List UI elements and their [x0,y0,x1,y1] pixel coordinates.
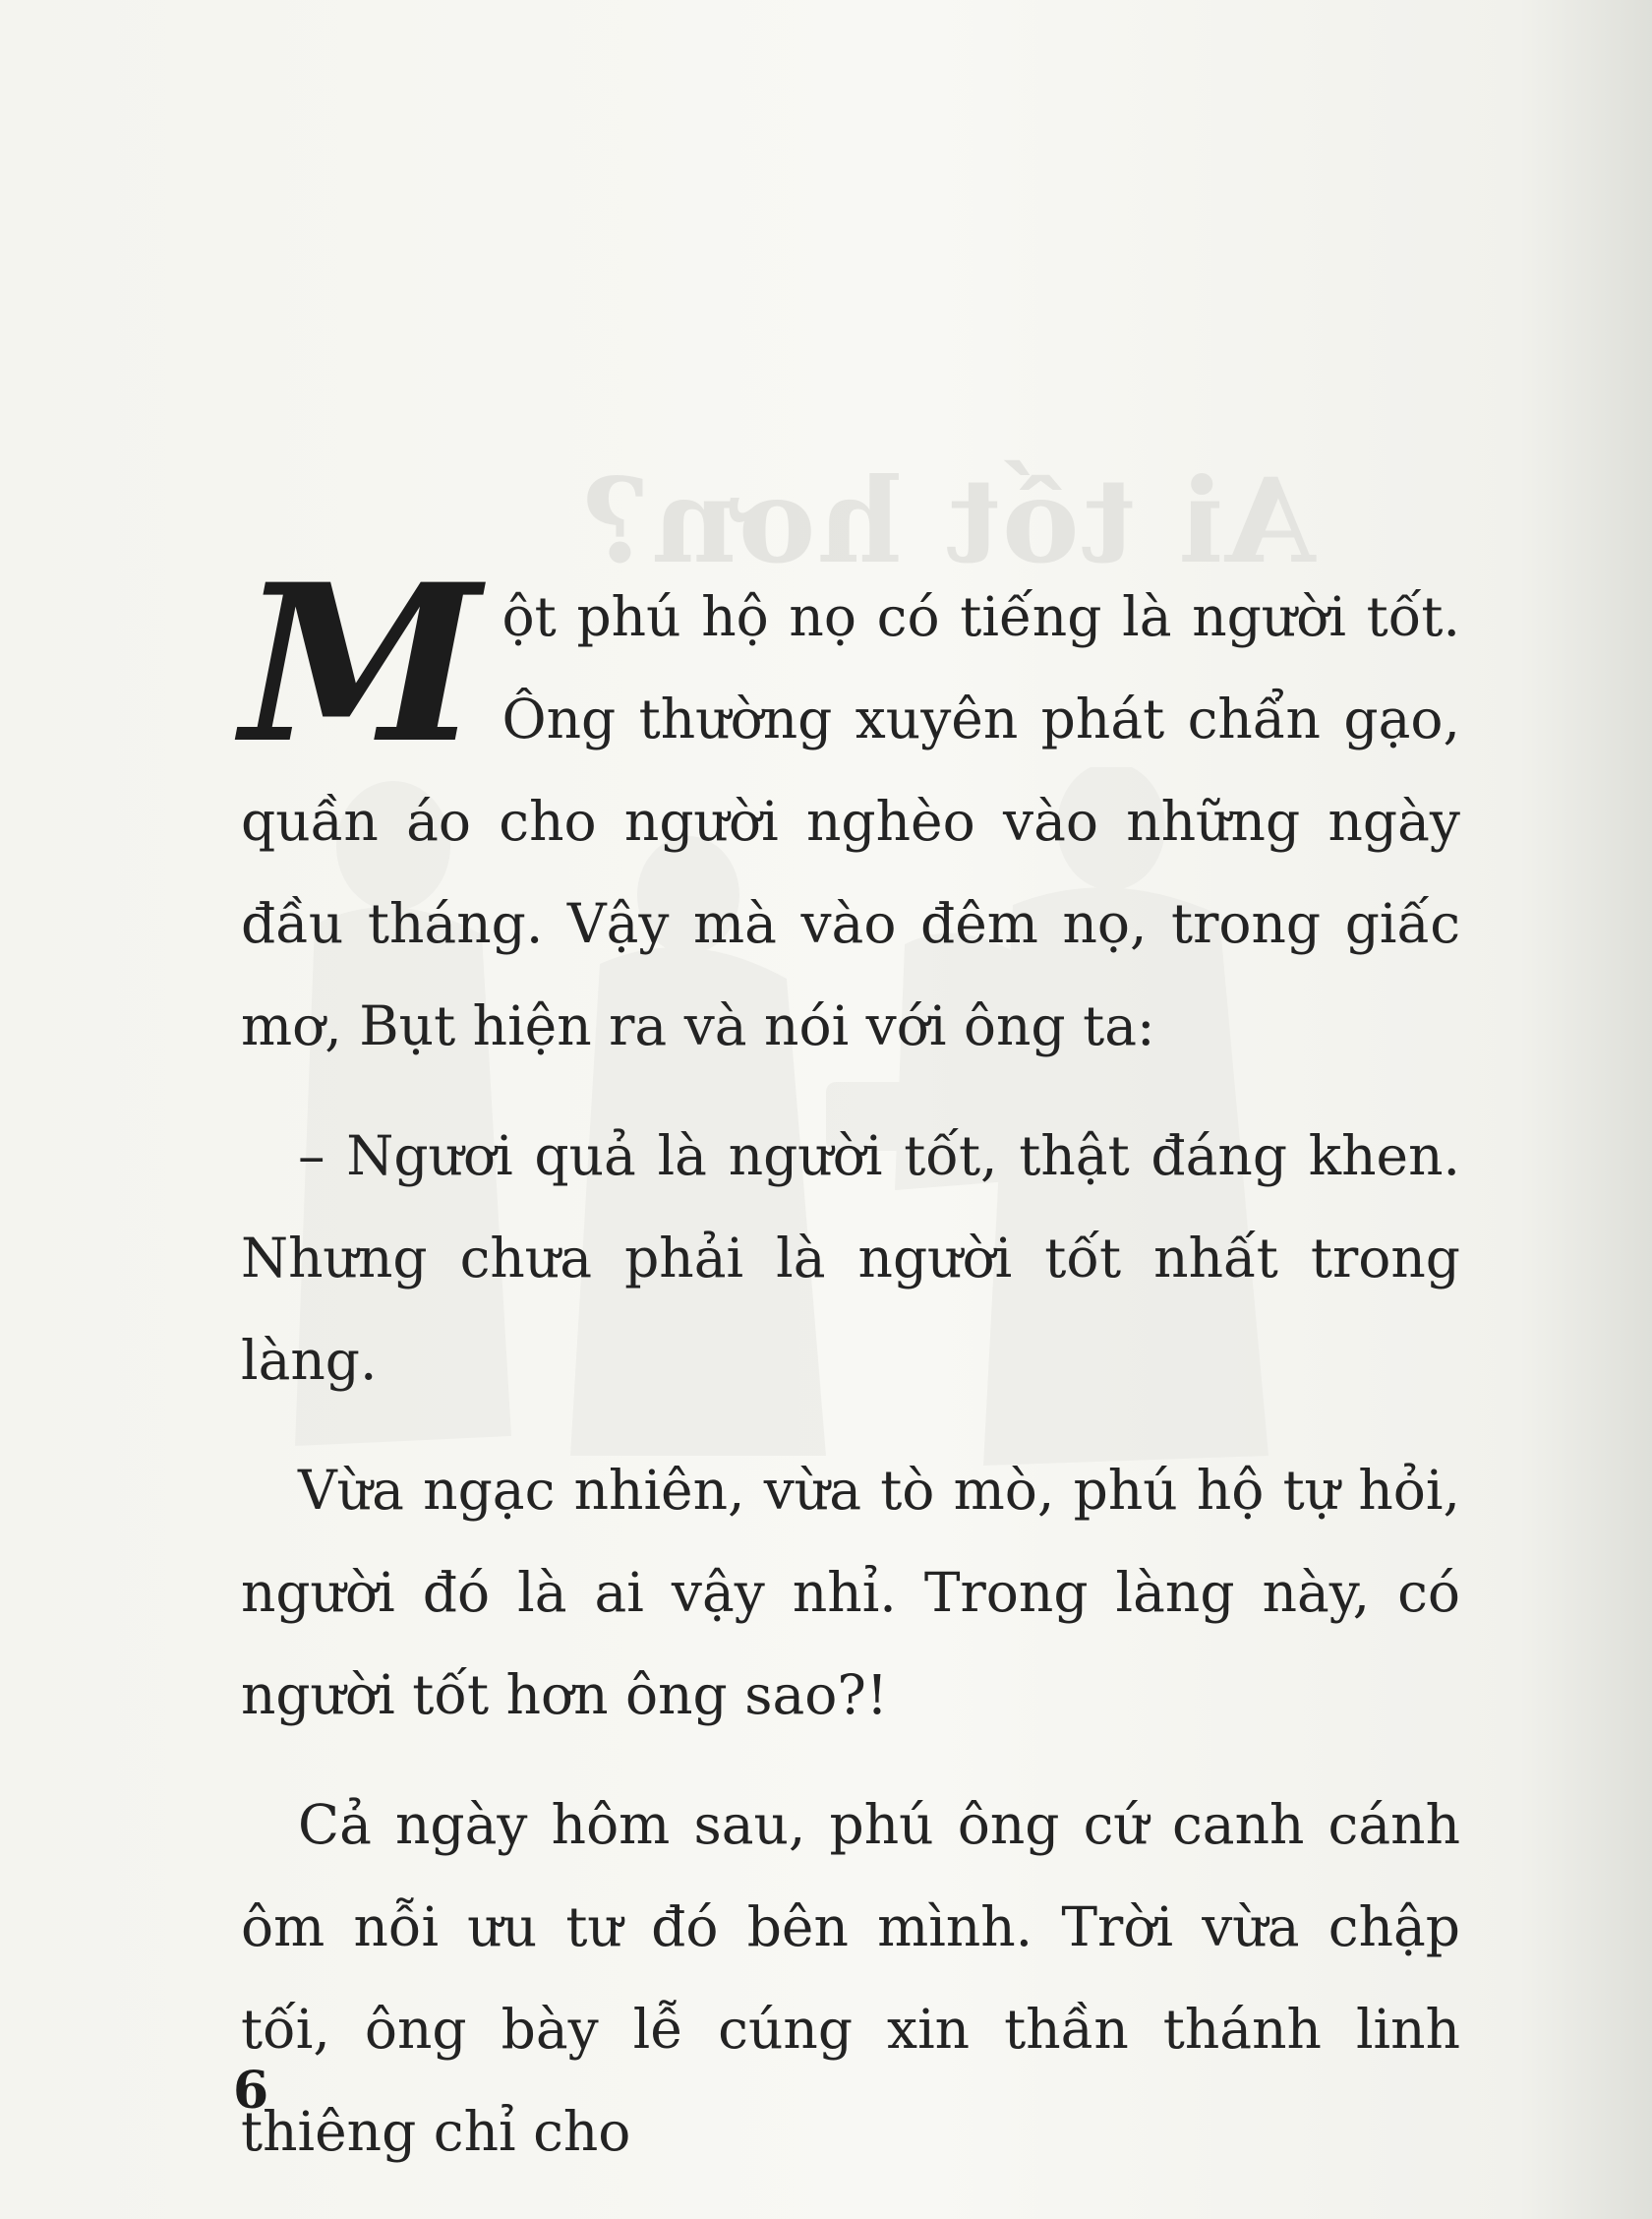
drop-cap: M [241,536,481,791]
paragraph-4: Cả ngày hôm sau, phú ông cứ canh cánh ôm nỗi ưu tư đó bên mình. Trời vừa chập tối, ông bày lễ cúng xin thần thánh linh thiêng chỉ cho [241,1793,1460,2163]
page-number: 6 [233,2061,269,2121]
paragraph-1-text: ột phú hộ nọ có tiếng là người tốt. Ông thường xuyên phát chẩn gạo, quần áo cho người nghèo vào những ngày đầu tháng. Vậy mà vào đêm nọ, trong giấc mơ, Bụt hiện ra và nói với ông ta: [241,585,1460,1057]
paragraph-1 [241,536,1460,1077]
bleed-through-title: Ai tốt hơn? [580,452,1316,589]
paragraph-3: Vừa ngạc nhiên, vừa tò mò, phú hộ tự hỏi, người đó là ai vậy nhỉ. Trong làng này, có người tốt hơn ông sao?! [241,1459,1460,1726]
story-text [241,536,1460,2183]
paragraph-2: – Ngươi quả là người tốt, thật đáng khen. Nhưng chưa phải là người tốt nhất trong làng. [241,1124,1460,1392]
